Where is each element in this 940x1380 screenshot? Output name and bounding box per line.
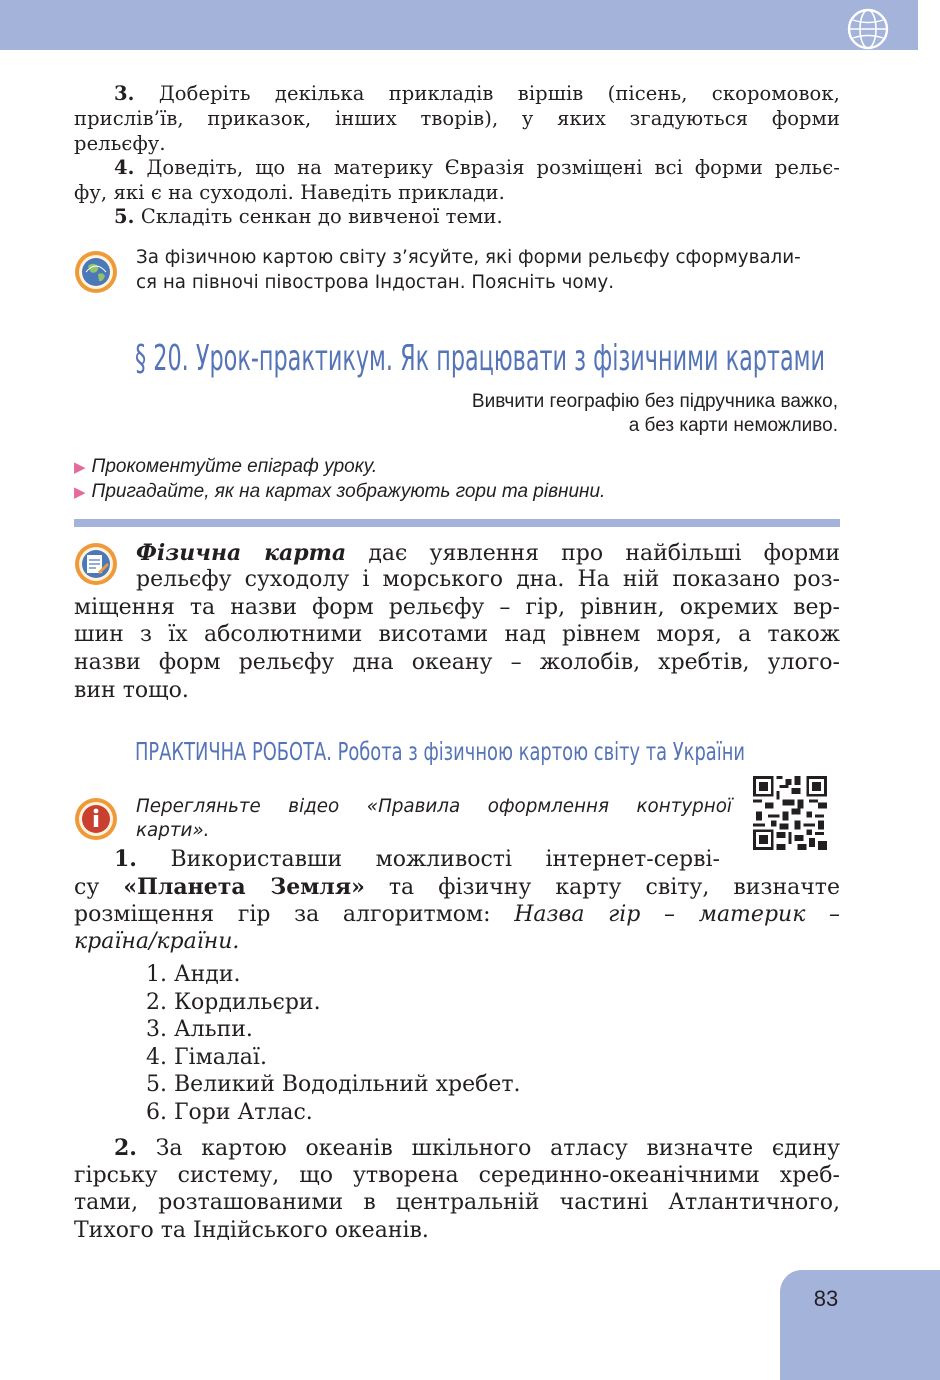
mountain-item-6: 6. Гори Атлас. <box>146 1100 313 1125</box>
definition-line-4: шин з їх абсолютними висотами над рівнем моря, а також <box>74 622 840 647</box>
prompt-2-text: Пригадайте, як на картах зображують гори та рівнини. <box>91 481 606 502</box>
definition-text: дає уявлення про найбільші форми <box>368 541 840 566</box>
question-4-hyphen: є- <box>822 156 840 179</box>
mountain-item-5: 5. Великий Вододільний хребет. <box>146 1072 521 1097</box>
question-3-line-2: прислів’їв, приказок, інших творів), у яких згадуються форми <box>74 107 840 130</box>
globe-task-line-1: За фізичною картою світу з’ясуйте, які форми рельєфу сформували- <box>136 247 801 268</box>
task-1-suffix: та фізичну карту світу, визначте <box>388 875 840 900</box>
task-2-text: За картою океанів шкільного атласу визначте єдину <box>155 1136 840 1161</box>
mountain-item-2: 2. Кордильєри. <box>146 990 321 1015</box>
svg-text:§ 20. Урок-практикум. Як працю: § 20. Урок-практикум. Як працювати з фізичними картами <box>135 338 825 379</box>
question-3-text: Доберіть декілька прикладів віршів (пісень, скоромовок, <box>158 82 840 105</box>
planet-earth-service: «Планета Земля» <box>123 874 365 900</box>
prompt-2: ▶ Пригадайте, як на картах зображують гори та рівнини. <box>74 481 606 502</box>
qr-code[interactable] <box>753 776 827 850</box>
mountain-item-3: 3. Альпи. <box>146 1017 253 1042</box>
task-2-line-4: Тихого та Індійського океанів. <box>74 1218 429 1243</box>
definition-line-3: міщення та назви форм рельєфу – гір, рівнин, окремих вер- <box>74 595 840 620</box>
video-note-line-1: Перегляньте відео «Правила оформлення контурної <box>136 796 732 817</box>
mountain-item-4: 4. Гімалаї. <box>146 1045 267 1070</box>
task-1-prefix: су <box>74 875 100 900</box>
globe-icon <box>846 7 890 51</box>
lesson-title <box>135 332 835 382</box>
notebook-icon <box>74 542 118 586</box>
task-1-text: Використавши можливості інтернет-серві- <box>170 847 720 872</box>
question-3-line-1 <box>74 82 840 105</box>
question-3-line-3: рельєфу. <box>74 132 166 155</box>
question-4-number: 4. <box>114 156 135 179</box>
question-4-text: Доведіть, що на материку Євразія розміщені всі форми рель <box>146 156 823 179</box>
task-2-line-1 <box>114 1135 840 1161</box>
task-1-algorithm: Назва гір – материк – <box>514 902 840 927</box>
question-5-text: Складіть сенкан до вивченої теми. <box>140 205 503 228</box>
globe-task-line-2: ся на півночі півострова Індостан. Поясніть чому. <box>136 272 615 293</box>
task-1-number: 1. <box>114 846 137 872</box>
header-band <box>0 0 918 50</box>
info-icon <box>74 797 118 841</box>
section-divider <box>74 519 840 527</box>
epigraph-line-1: Вивчити географію без підручника важко, <box>471 391 838 412</box>
task-1-line-2 <box>74 874 840 900</box>
definition-line-2: рельєфу суходолу і морського дна. На ній показано роз- <box>136 567 840 592</box>
video-note-line-2: карти». <box>136 820 210 841</box>
task-2-line-2: гірську систему, що утворена серединно-океанічними хреб- <box>74 1163 840 1188</box>
definition-line-1 <box>136 540 840 566</box>
question-4-line-2: фу, які є на суходолі. Наведіть приклади. <box>74 181 505 204</box>
prompt-1: ▶ Прокоментуйте епіграф уроку. <box>74 456 378 477</box>
definition-term: Фізична карта <box>136 540 347 566</box>
task-1-line-4: країна/країни. <box>74 929 240 954</box>
task-1-algorithm-label: розміщення гір за алгоритмом: <box>74 902 491 927</box>
definition-line-6: вин тощо. <box>74 678 189 703</box>
question-4-line-1 <box>74 156 840 179</box>
prompt-1-text: Прокоментуйте епіграф уроку. <box>91 456 378 477</box>
task-1-line-1 <box>114 846 720 872</box>
svg-text:ПРАКТИЧНА РОБОТА. Робота з фіз: ПРАКТИЧНА РОБОТА. Робота з фізичною картою світу та України <box>135 737 745 766</box>
question-5-number: 5. <box>114 205 135 228</box>
question-5-line <box>114 205 503 228</box>
question-3-number: 3. <box>114 82 135 105</box>
world-map-icon <box>74 250 118 294</box>
definition-line-5: назви форм рельєфу дна океану – жолобів, хребтів, улого- <box>74 650 840 675</box>
mountain-item-1: 1. Анди. <box>146 962 241 987</box>
epigraph-line-2: а без карти неможливо. <box>628 415 838 436</box>
practical-work-title <box>135 732 775 770</box>
task-2-line-3: тами, розташованими в центральній частині Атлантичного, <box>74 1190 840 1215</box>
task-2-number: 2. <box>114 1135 137 1161</box>
page-number: 83 <box>813 1286 839 1311</box>
task-1-line-3 <box>74 902 840 927</box>
